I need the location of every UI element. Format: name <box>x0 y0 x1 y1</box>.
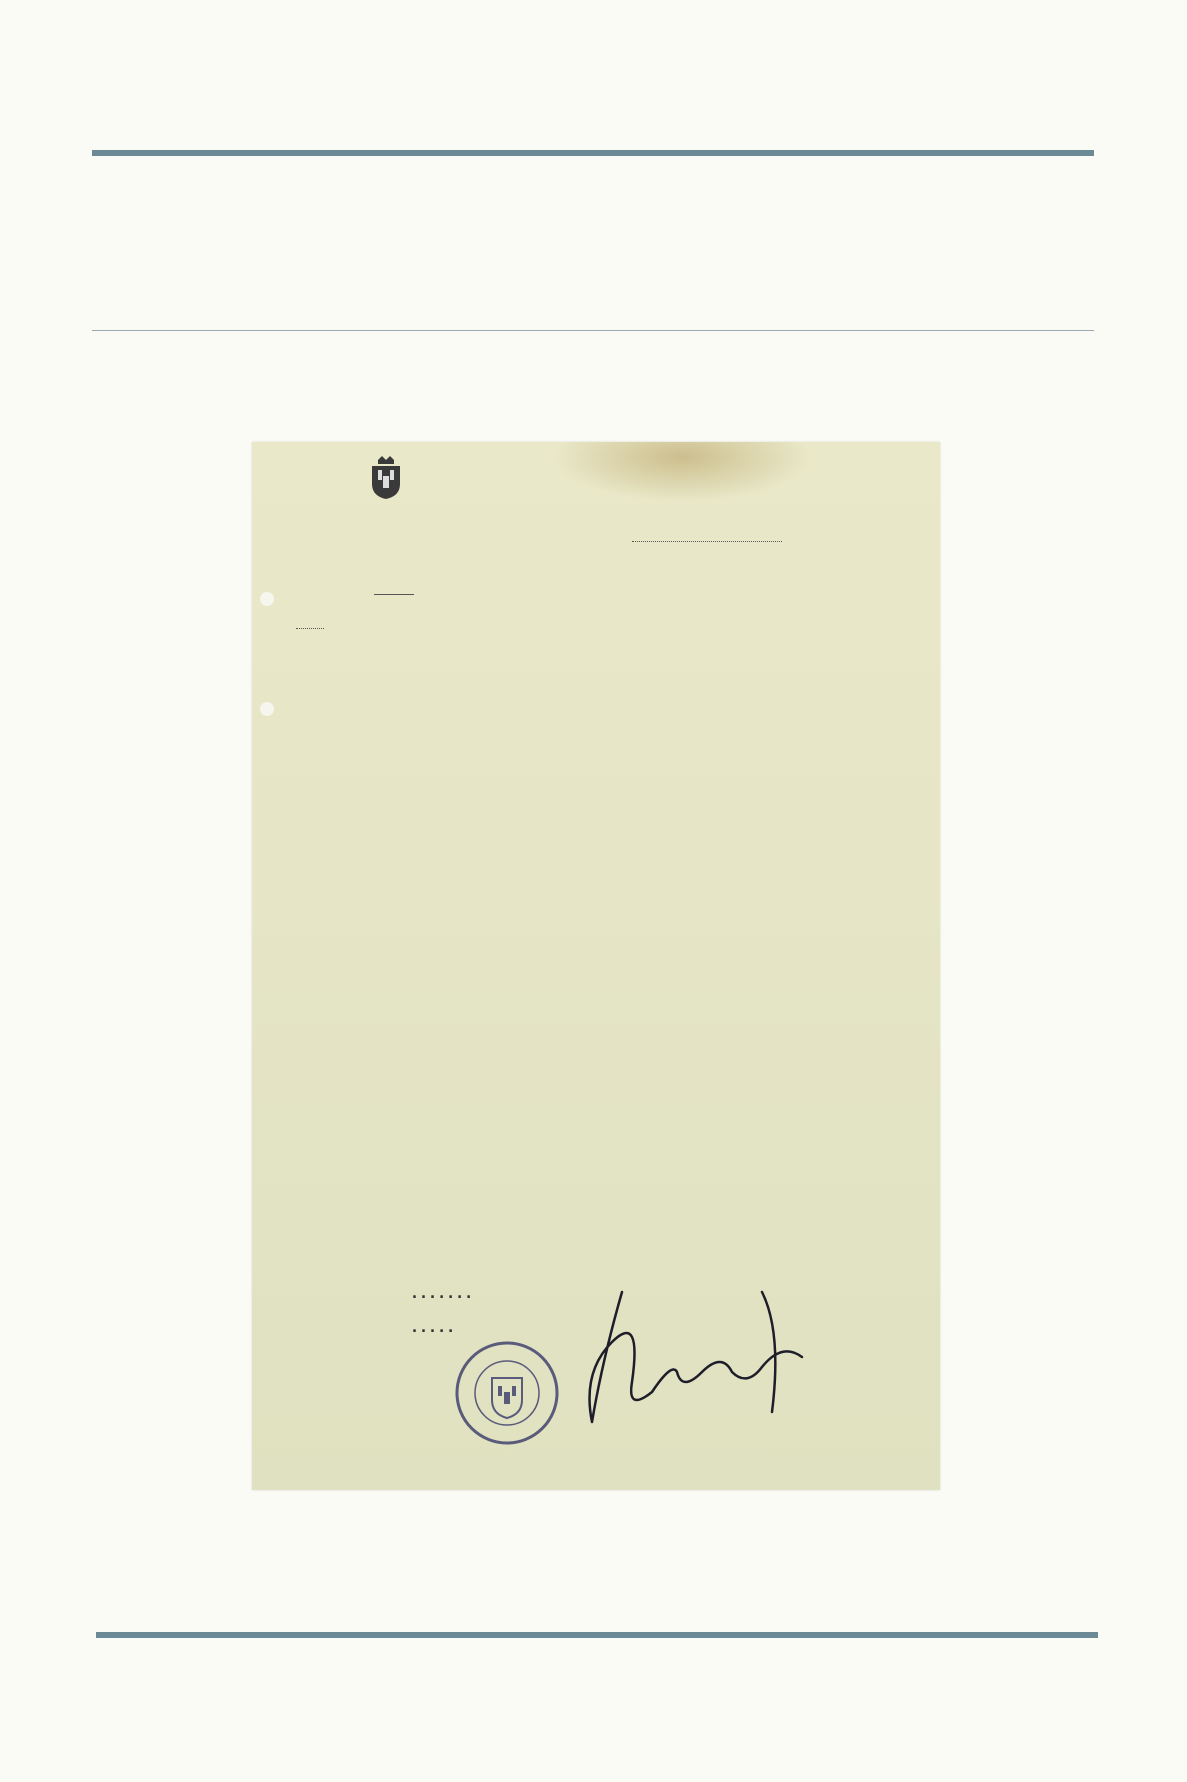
dateline <box>632 528 800 546</box>
city-crest-icon <box>368 454 404 500</box>
reference-number <box>296 612 324 628</box>
punch-hole <box>260 592 274 606</box>
letterhead-rule <box>374 594 414 595</box>
official-seal-stamp <box>452 1338 562 1448</box>
removed-line: ..... <box>410 1318 456 1336</box>
date-value <box>632 541 782 542</box>
reference-value <box>296 612 324 629</box>
bottom-rule <box>96 1632 1098 1638</box>
punch-hole <box>260 702 274 716</box>
top-rule <box>92 150 1094 156</box>
posted-line: ....... <box>410 1284 474 1302</box>
commissioner-signature <box>582 1272 832 1432</box>
scanned-document <box>252 442 940 1490</box>
paper-stain <box>552 442 812 502</box>
heading-rule <box>92 330 1094 331</box>
